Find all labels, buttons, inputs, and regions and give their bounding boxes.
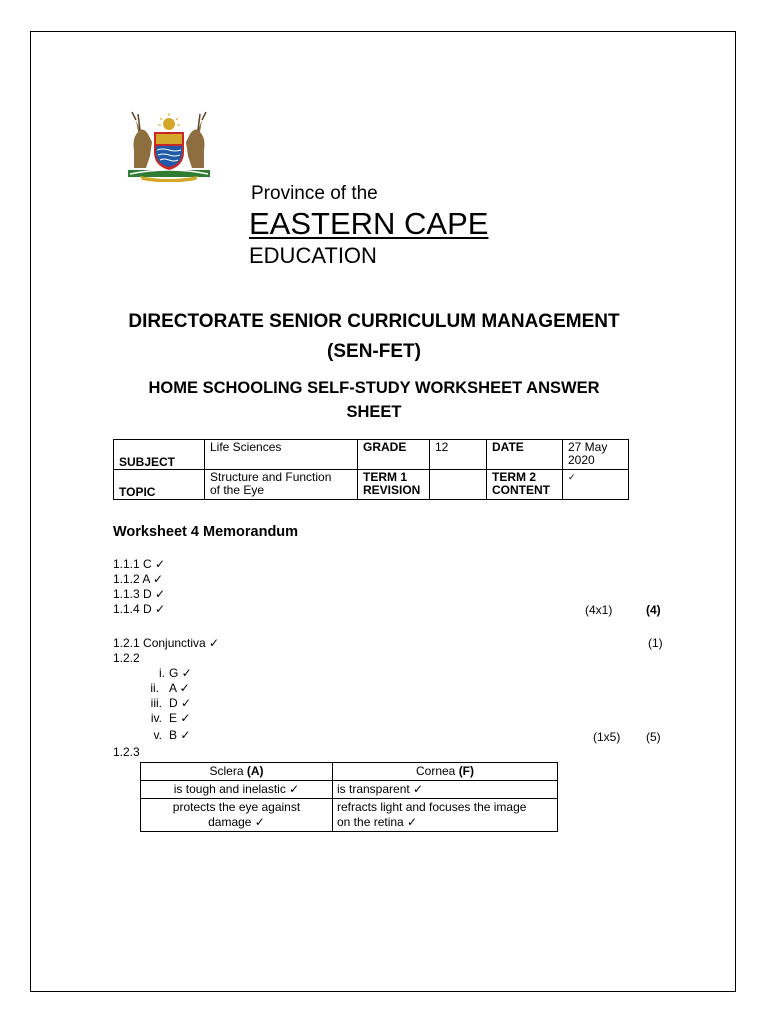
left-supporter (134, 120, 153, 168)
grade-value: 12 (430, 440, 487, 470)
directorate-heading-line1: DIRECTORATE SENIOR CURRICULUM MANAGEMENT (128, 311, 620, 332)
roman-numeral-iii: iii. (150, 696, 162, 710)
question-1-2-3-label: 1.2.3 (113, 745, 140, 759)
comparison-row (141, 799, 558, 832)
grade-label: GRADE (358, 440, 430, 470)
worksheet-heading-line2: SHEET (346, 403, 402, 421)
answer-1-2-2-iv: E ✓ (169, 711, 191, 725)
memorandum-title: Worksheet 4 Memorandum (113, 524, 299, 540)
cornea-header: Cornea (F) (333, 763, 558, 781)
answer-1-1-4: 1.1.4 D ✓ (113, 602, 166, 616)
mark-calc-1-1: (4x1) (585, 603, 613, 617)
term1-label: TERM 1 REVISION (358, 470, 430, 500)
topic-value: Structure and Function of the Eye (205, 470, 358, 500)
roman-numeral-i: i. (159, 666, 165, 680)
mark-1-2-1: (1) (648, 636, 663, 650)
info-row-subject (114, 440, 629, 470)
sclera-cell: is tough and inelastic ✓ (141, 781, 333, 799)
answer-1-1-1: 1.1.1 C ✓ (113, 557, 166, 571)
worksheet-heading-line1: HOME SCHOOLING SELF-STUDY WORKSHEET ANSWER (148, 379, 600, 397)
answer-1-2-2-iii: D ✓ (169, 696, 192, 710)
roman-numeral-iv: iv. (150, 711, 162, 725)
date-value: 27 May 2020 (563, 440, 629, 470)
answer-1-2-1: 1.2.1 Conjunctiva ✓ (113, 636, 220, 650)
date-label: DATE (487, 440, 563, 470)
department-label: EDUCATION (249, 243, 377, 268)
cornea-cell: refracts light and focuses the image on the retina ✓ (333, 799, 558, 832)
answer-1-2-2-v: B ✓ (169, 728, 191, 742)
directorate-heading-line2: (SEN-FET) (327, 341, 421, 362)
mark-calc-1-2-2: (1x5) (593, 730, 621, 744)
info-table (113, 439, 629, 500)
sclera-cell: protects the eye against damage ✓ (141, 799, 333, 832)
term1-value (430, 470, 487, 500)
mark-total-1-1: (4) (646, 603, 661, 617)
answer-1-2-2-ii: A ✓ (169, 681, 190, 695)
comparison-header-row (141, 763, 558, 781)
province-label: Province of the (251, 183, 378, 204)
crest-sun (163, 118, 175, 130)
roman-numeral-v: v. (153, 728, 162, 742)
answer-1-1-3: 1.1.3 D ✓ (113, 587, 166, 601)
mark-total-1-2-2: (5) (646, 730, 661, 744)
coat-of-arms-logo (126, 110, 212, 182)
info-row-topic (114, 470, 629, 500)
term2-value: ✓ (563, 470, 629, 500)
crest-ground (128, 170, 210, 177)
topic-label: TOPIC (114, 470, 205, 500)
term2-label: TERM 2 CONTENT (487, 470, 563, 500)
cornea-cell: is transparent ✓ (333, 781, 558, 799)
question-1-2-2-label: 1.2.2 (113, 651, 140, 665)
right-supporter (186, 120, 205, 168)
subject-label: SUBJECT (114, 440, 205, 470)
comparison-table (140, 762, 558, 832)
comparison-row (141, 781, 558, 799)
roman-numeral-ii: ii. (150, 681, 159, 695)
answer-1-1-2: 1.1.2 A ✓ (113, 572, 164, 586)
region-title: EASTERN CAPE (249, 206, 489, 241)
answer-1-2-2-i: G ✓ (169, 666, 192, 680)
sclera-header: Sclera (A) (141, 763, 333, 781)
subject-value: Life Sciences (205, 440, 358, 470)
